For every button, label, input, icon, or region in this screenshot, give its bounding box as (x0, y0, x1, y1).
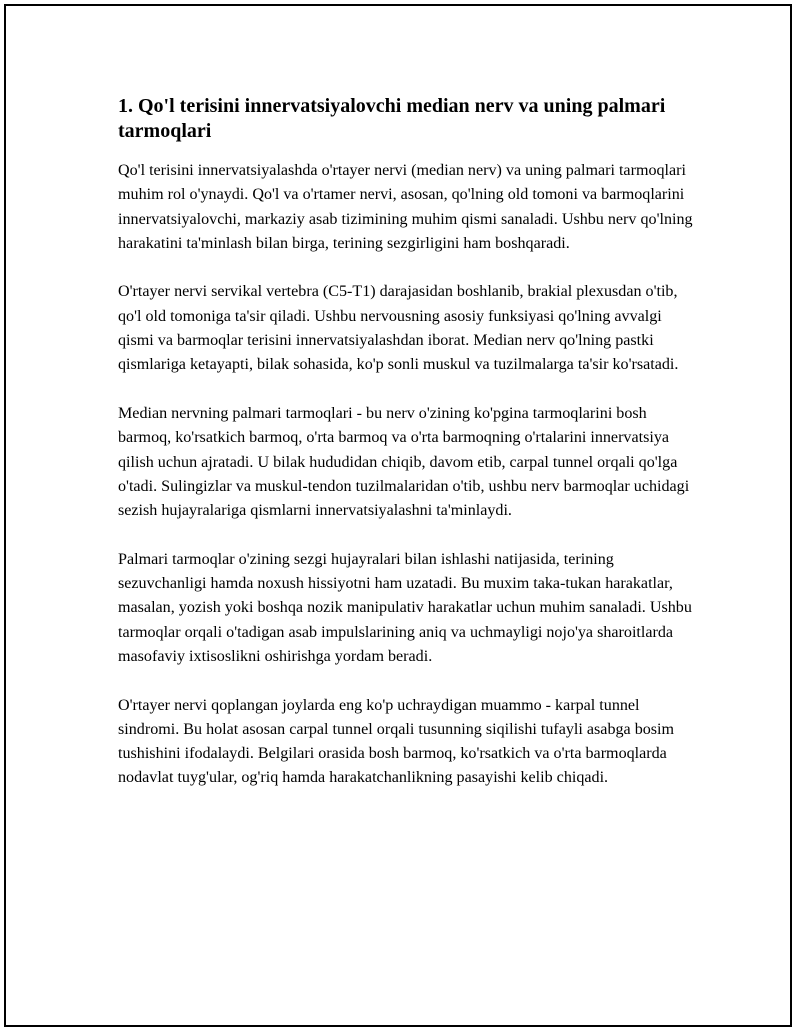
document-body (118, 94, 698, 815)
paragraph-2: O'rtayer nervi servikal vertebra (C5-T1) darajasidan boshlanib, brakial plexusdan o'tib, qo'l old tomoniga ta'sir qiladi. Ushbu nervousning asosiy funksiyasi qo'lning avvalgi qismi va barmoqlar terisini innervatsiyalashdan iborat. Median nerv qo'lning pastki qismlariga ketayapti, bilak sohasida, ko'p sonli muskul va tuzilmalarga ta'sir ko'rsatadi. (118, 283, 679, 374)
paragraph-1: Qo'l terisini innervatsiyalashda o'rtayer nervi (median nerv) va uning palmari tarmoqlari muhim rol o'ynaydi. Qo'l va o'rtamer nervi, asosan, qo'lning old tomoni va barmoqlarini innervatsiyalovchi, markaziy asab tizimining muhim qismi sanaladi. Ushbu nerv qo'lning harakatini ta'minlash bilan birga, terining sezgirligini ham boshqaradi. (118, 162, 693, 252)
paragraph-3: Median nervning palmari tarmoqlari - bu nerv o'zining ko'pgina tarmoqlarini bosh barmoq, ko'rsatkich barmoq, o'rta barmoq va o'rta barmoqning o'rtalarini innervatsiya qilish uchun ajratadi. U bilak hududidan chiqib, davom etib, carpal tunnel orqali qo'lga o'tadi. Sulingizlar va muskul-tendon tuzilmalaridan o'tib, ushbu nerv barmoqlar uchidagi sezish hujayralariga qismlarni innervatsiyalashni ta'minlaydi. (118, 404, 690, 520)
document-title: 1. Qo'l terisini innervatsiyalovchi median nerv va uning palmari tarmoqlari (118, 95, 666, 142)
paragraph-5: O'rtayer nervi qoplangan joylarda eng ko'p uchraydigan muammo - karpal tunnel sindromi. Bu holat asosan carpal tunnel orqali tusunning siqilishi tufayli asabga bosim tushishini ifodalaydi. Belgilari orasida bosh barmoq, ko'rsatkich va o'rta barmoqlarda nodavlat tuyg'ular, og'riq hamda harakatchanlikning pasayishi kelib chiqadi. (118, 696, 675, 787)
paragraph-4: Palmari tarmoqlar o'zining sezgi hujayralari bilan ishlashi natijasida, terining sezuvchanligi hamda noxush hissiyotni ham uzatadi. Bu muxim taka-tukan harakatlar, masalan, yozish yoki boshqa nozik manipulativ harakatlar uchun muhim sanaladi. Ushbu tarmoqlar orqali o'tadigan asab impulslarining aniq va uchmayligi nojo'ya sharoitlarda masofaviy ixtisoslikni oshirishga yordam beradi. (118, 550, 692, 665)
